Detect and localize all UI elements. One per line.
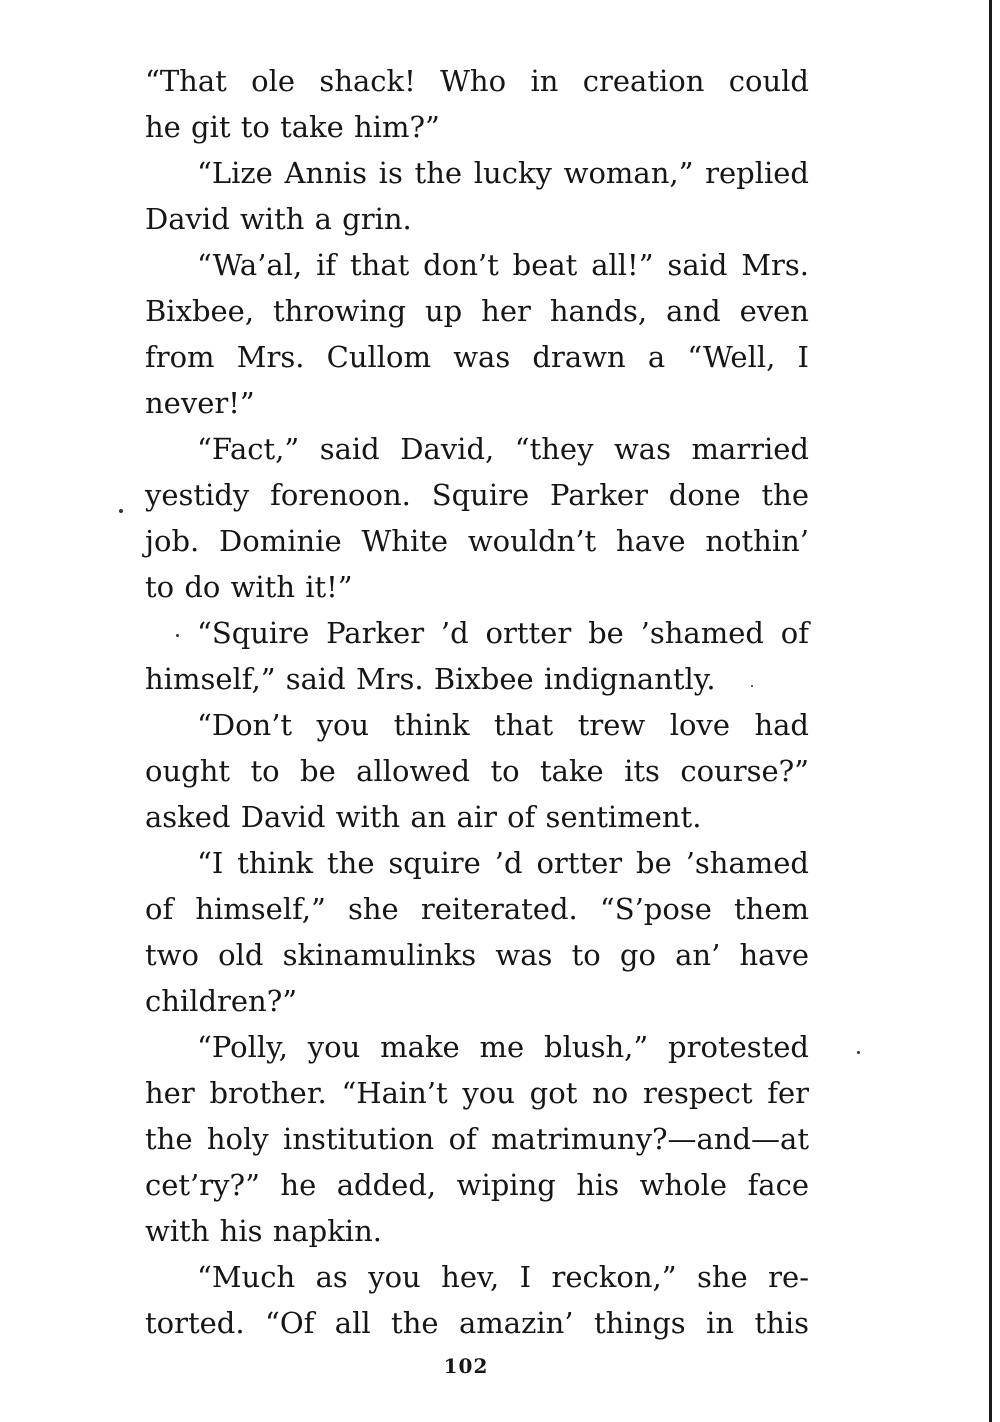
text-line: torted. “Of all the amazin’ things in this [145, 1306, 809, 1340]
text-line: two old skinamulinks was to go an’ have [145, 938, 809, 972]
text-line: to do with it!” [145, 570, 353, 604]
text-line: Bixbee, throwing up her hands, and even [145, 294, 809, 328]
text-line: ought to be allowed to take its course?” [145, 754, 809, 788]
text-line: “Fact,” said David, “they was married [197, 432, 809, 466]
text-line: the holy institution of matrimuny?—and—at [145, 1122, 809, 1156]
text-line: he git to take him?” [145, 110, 440, 144]
text-line: “Wa’al, if that don’t beat all!” said Mrs. [197, 248, 809, 282]
text-line: “Much as you hev, I reckon,” she re- [197, 1260, 809, 1294]
body-text [145, 58, 809, 1346]
text-line: himself,” said Mrs. Bixbee indignantly. [145, 662, 716, 696]
text-line: “That ole shack! Who in creation could [145, 64, 809, 98]
ink-speck [176, 634, 179, 637]
text-line: from Mrs. Cullom was drawn a “Well, I [145, 340, 809, 374]
text-line: asked David with an air of sentiment. [145, 800, 702, 834]
text-line: “Lize Annis is the lucky woman,” replied [197, 156, 809, 190]
text-line: with his napkin. [145, 1214, 382, 1248]
text-line: children?” [145, 984, 298, 1018]
text-line: of himself,” she reiterated. “S’pose them [145, 892, 809, 926]
text-line: “Squire Parker ’d ortter be ’shamed of [197, 616, 809, 650]
text-line: job. Dominie White wouldn’t have nothin’ [145, 524, 809, 558]
ink-speck [751, 685, 753, 687]
text-line: David with a grin. [145, 202, 412, 236]
text-line: “Polly, you make me blush,” protested [197, 1030, 809, 1064]
text-line: yestidy forenoon. Squire Parker done the [145, 478, 809, 512]
text-line: cet’ry?” he added, wiping his whole face [145, 1168, 809, 1202]
page-number: 102 [443, 1354, 489, 1378]
text-line: never!” [145, 386, 255, 420]
ink-speck [119, 509, 123, 513]
text-line: “Don’t you think that trew love had [197, 708, 809, 742]
page-edge-shadow [989, 0, 992, 1422]
text-line: “I think the squire ’d ortter be ’shamed [197, 846, 809, 880]
text-line: her brother. “Hain’t you got no respect fer [145, 1076, 809, 1110]
ink-speck [857, 1051, 860, 1054]
